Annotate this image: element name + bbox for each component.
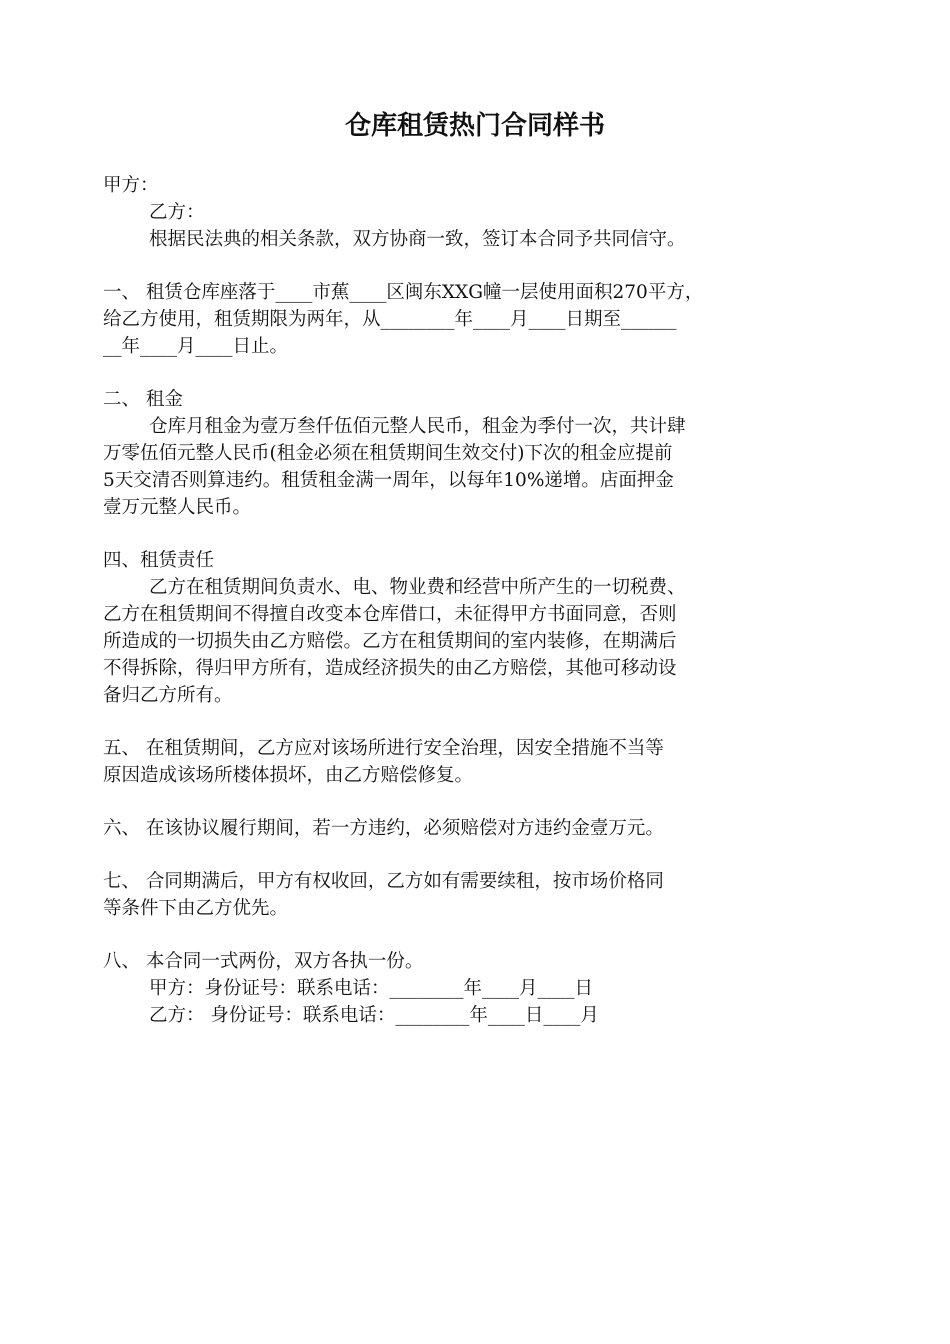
signature-party-b: 乙方： 身份证号：联系电话：________年____日____月	[149, 1005, 599, 1026]
clause1-line: 给乙方使用，租赁期限为两年，从________年____月____日期至______	[103, 309, 677, 330]
clause4-line: 所造成的一切损失由乙方赔偿。乙方在租赁期间的室内装修，在期满后	[103, 631, 677, 652]
document-title: 仓库租赁热门合同样书	[344, 111, 605, 141]
preamble: 根据民法典的相关条款，双方协商一致，签订本合同予共同信守。	[149, 229, 686, 250]
signature-party-a: 甲方：身份证号：联系电话：________年____月____日	[149, 978, 594, 999]
party-a-header: 甲方：	[103, 175, 159, 196]
clause2-line: 仓库月租金为壹万叁仟伍佰元整人民币，租金为季付一次，共计肆	[149, 416, 686, 437]
clause1-line: __年____月____日止。	[103, 336, 289, 357]
clause1-line: 一、 租赁仓库座落于____市蕉____区闽东XXG幢一层使用面积270平方，	[103, 282, 704, 303]
clause4-line: 乙方在租赁期间不得擅自改变本仓库借口，未征得甲方书面同意，否则	[103, 604, 677, 625]
clause2-heading: 二、 租金	[103, 389, 183, 410]
party-b-header: 乙方：	[149, 202, 205, 223]
clause5-line: 五、 在租赁期间，乙方应对该场所进行安全治理，因安全措施不当等	[103, 738, 664, 759]
clause8-line: 八、 本合同一式两份，双方各执一份。	[103, 951, 424, 972]
clause4-heading: 四、租赁责任	[103, 550, 215, 571]
clause4-line: 备归乙方所有。	[103, 685, 233, 706]
clause2-line: 5天交清否则算违约。租赁租金满一周年，以每年10%递增。店面押金	[103, 470, 674, 491]
document-body	[103, 172, 853, 1029]
clause7-line: 等条件下由乙方优先。	[103, 898, 289, 919]
clause4-line: 不得拆除，得归甲方所有，造成经济损失的由乙方赔偿，其他可移动设	[103, 658, 677, 679]
clause6-line: 六、 在该协议履行期间，若一方违约，必须赔偿对方违约金壹万元。	[103, 818, 664, 839]
clause4-line: 乙方在租赁期间负责水、电、物业费和经营中所产生的一切税费、	[149, 577, 686, 598]
clause7-line: 七、 合同期满后，甲方有权收回，乙方如有需要续租，按市场价格同	[103, 871, 664, 892]
clause2-line: 壹万元整人民币。	[103, 497, 252, 518]
clause2-line: 万零伍佰元整人民币(租金必须在租赁期间生效交付)下次的租金应提前	[103, 443, 673, 464]
clause5-line: 原因造成该场所楼体损坏，由乙方赔偿修复。	[103, 765, 474, 786]
